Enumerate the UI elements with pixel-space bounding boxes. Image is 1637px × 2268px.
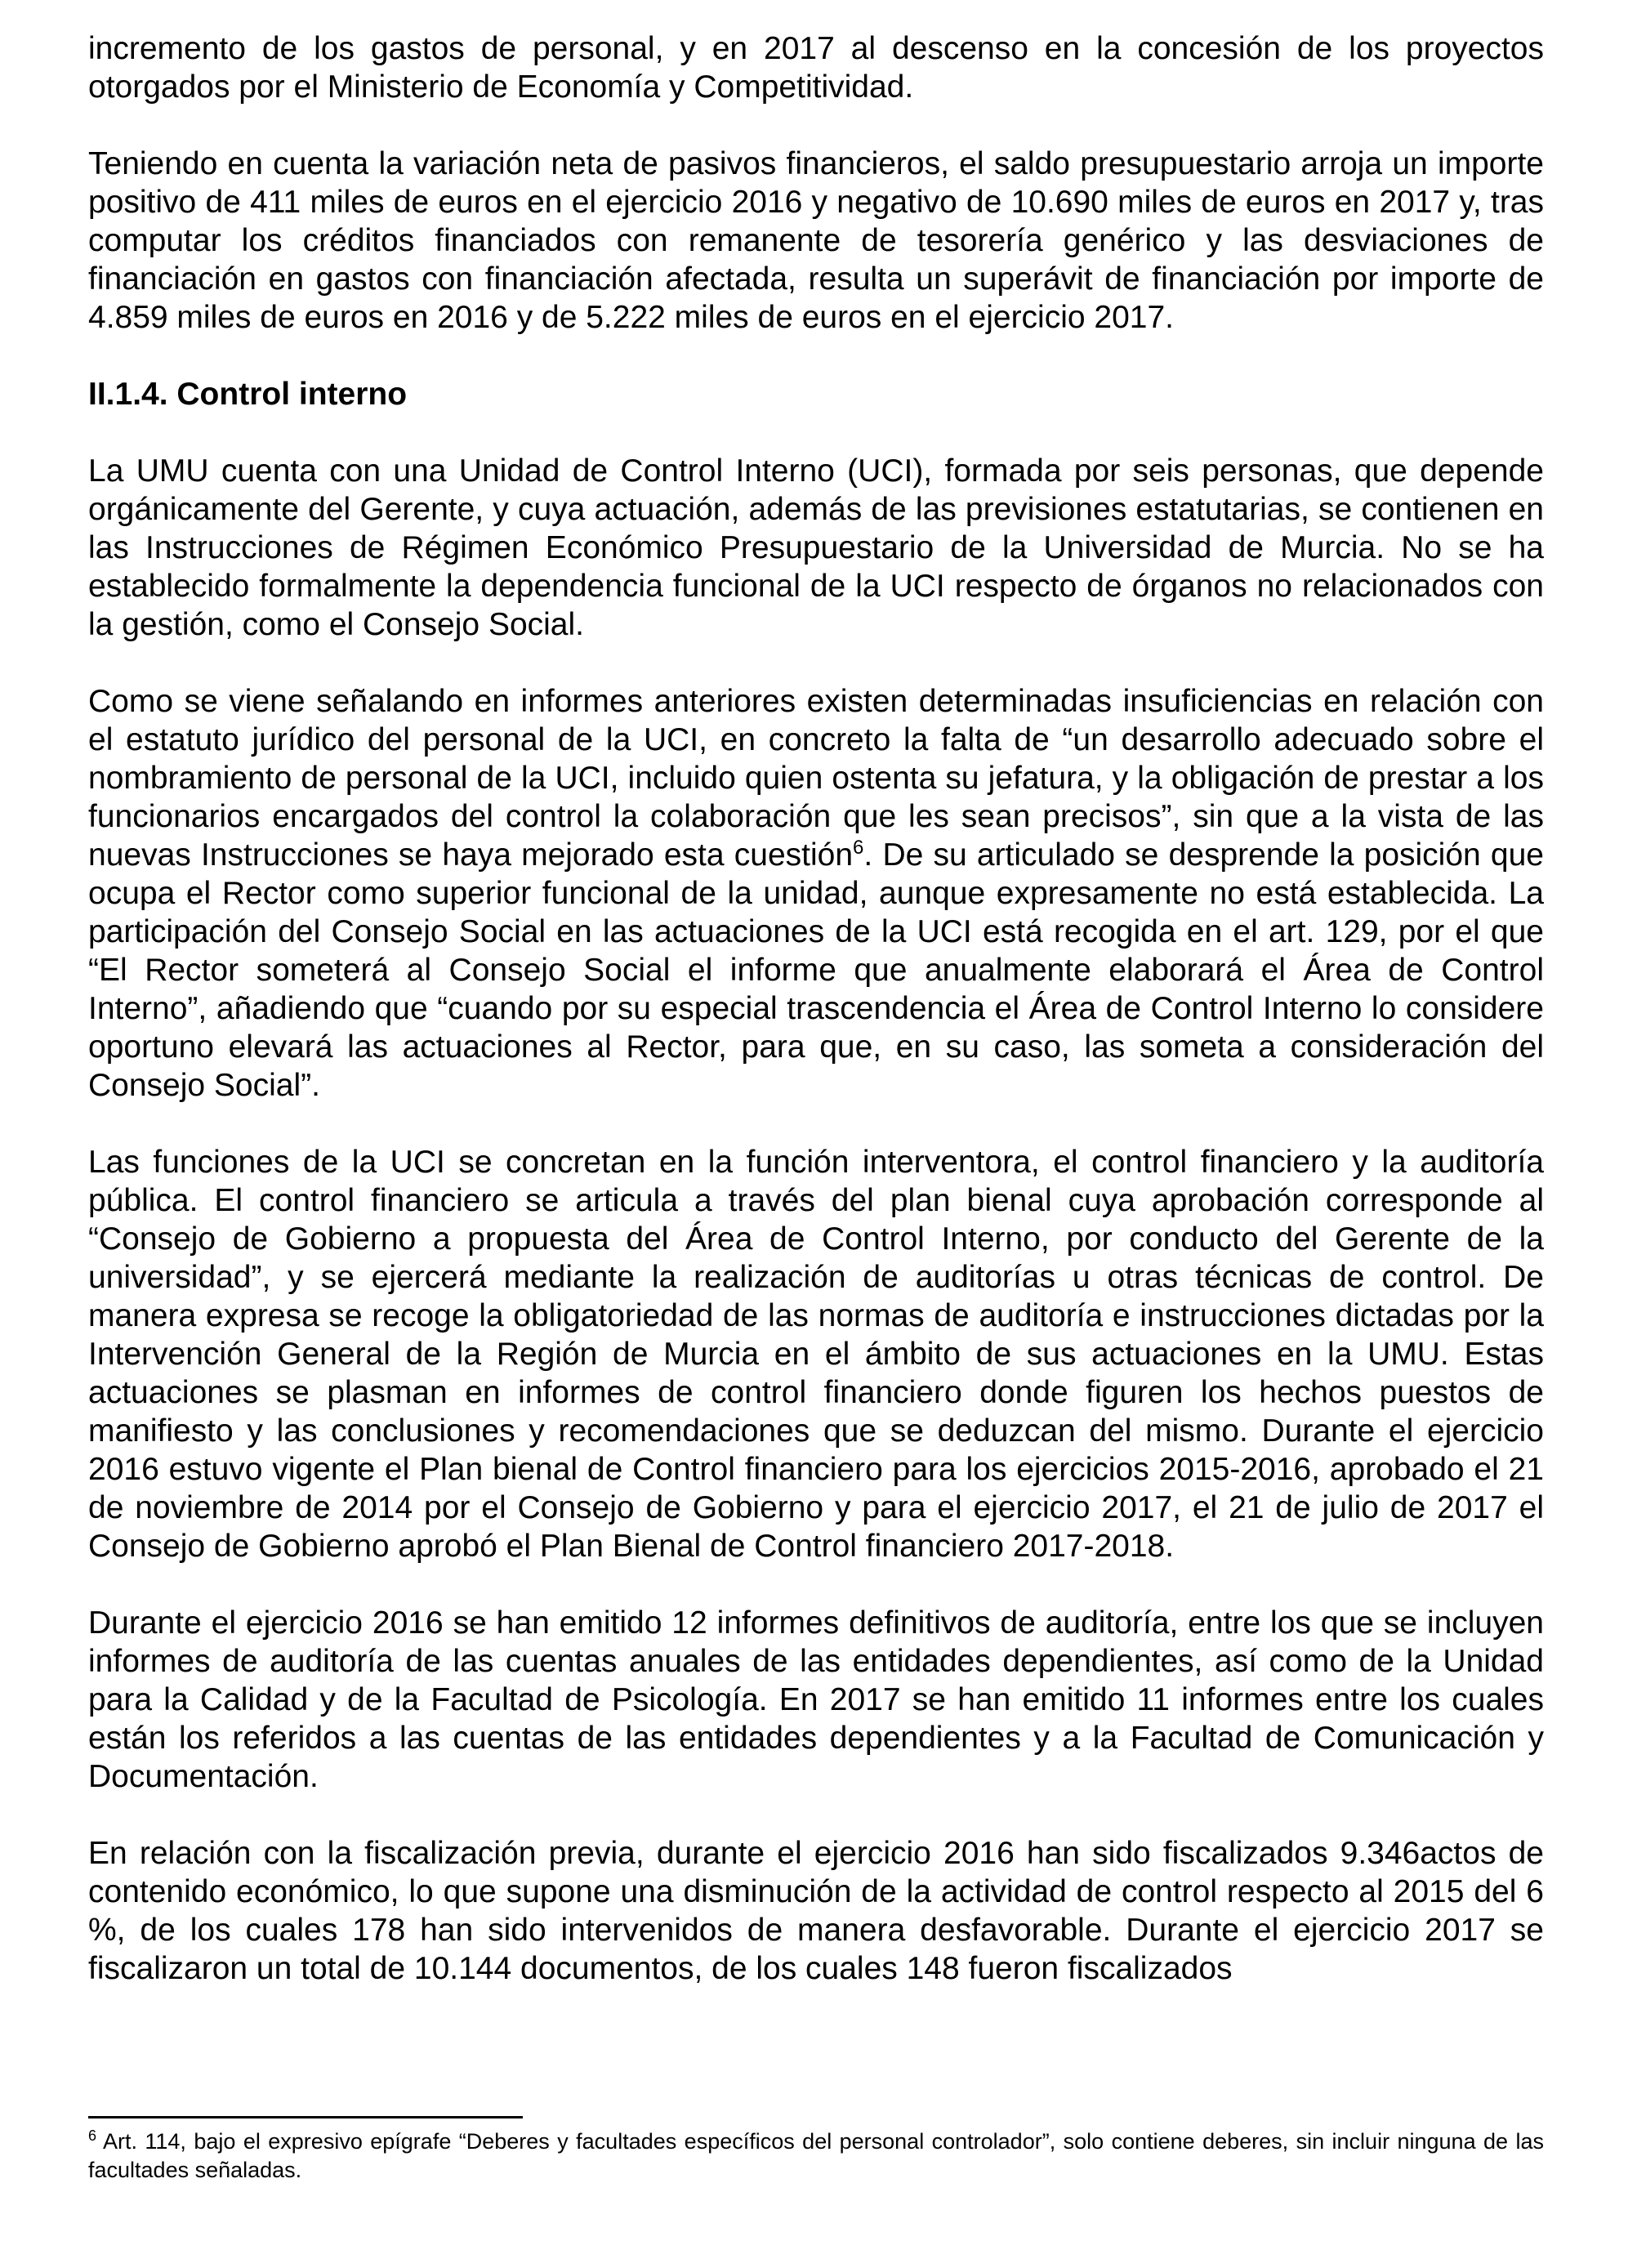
paragraph-funciones: Las funciones de la UCI se concretan en la función interventora, el control financiero y la auditoría pública. El control financiero se articula a través del plan bienal cuya aprobación corresponde al “Consejo de Gobierno a propuesta del Área de Control Interno, por conducto del Gerente de la universidad”, y se ejercerá mediante la realización de auditorías u otras técnicas de control. De manera expresa se recoge la obligatoriedad de las normas de auditoría e instrucciones dictadas por la Intervención General de la Región de Murcia en el ámbito de sus actuaciones en la UMU. Estas actuaciones se plasman en informes de control financiero donde figuren los hechos puestos de manifiesto y las conclusiones y recomendaciones que se deduzcan del mismo. Durante el ejercicio 2016 estuvo vigente el Plan bienal de Control financiero para los ejercicios 2015-2016, aprobado el 21 de noviembre de 2014 por el Consejo de Gobierno y para el ejercicio 2017, el 21 de julio de 2017 el Consejo de Gobierno aprobó el Plan Bienal de Control financiero 2017-2018.: [88, 1145, 1544, 1564]
paragraph-informes: Durante el ejercicio 2016 se han emitido 12 informes definitivos de auditoría, entre los que se incluyen informes de auditoría de las cuentas anuales de las entidades dependientes, así como de la Unidad para la Calidad y de la Facultad de Psicología. En 2017 se han emitido 11 informes entre los cuales están los referidos a las cuentas de las entidades dependientes y a la Facultad de Comunicación y Documentación.: [88, 1605, 1544, 1794]
paragraph-estatuto: [88, 682, 1544, 1105]
paragraph-saldo: Teniendo en cuenta la variación neta de pasivos financieros, el saldo presupuestario arroja un importe positivo de 411 miles de euros en el ejercicio 2016 y negativo de 10.690 miles de euros en 2017 y, tras computar los créditos financiados con remanente de tesorería genérico y las desviaciones de financiación en gastos con financiación afectada, resulta un superávit de financiación por importe de 4.859 miles de euros en 2016 y de 5.222 miles de euros en el ejercicio 2017.: [88, 146, 1544, 335]
section-heading: II.1.4. Control interno: [88, 377, 408, 412]
paragraph-intro: incremento de los gastos de personal, y en 2017 al descenso en la concesión de los proyectos otorgados por el Ministerio de Economía y Competitividad.: [88, 31, 1544, 105]
paragraph-fiscalizacion: En relación con la fiscalización previa, durante el ejercicio 2016 han sido fiscalizados 9.346actos de contenido económico, lo que supone una disminución de la actividad de control respecto al 2015 del 6 %, de los cuales 178 han sido intervenidos de manera desfavorable. Durante el ejercicio 2017 se fiscalizaron un total de 10.144 documentos, de los cuales 148 fueron fiscalizados: [88, 1836, 1544, 1986]
paragraph-estatuto-part1: Como se viene señalando en informes anteriores existen determinadas insuficiencias en relación con el estatuto jurídico del personal de la UCI, en concreto la falta de “un desarrollo adecuado sobre el nombramiento de personal de la UCI, incluido quien ostenta su jefatura, y la obligación de prestar a los funcionarios encargados del control la colaboración que les sean precisos”, sin que a la vista de las nuevas Instrucciones se haya mejorado esta cuestión: [88, 684, 1544, 873]
footnote-divider: [88, 2116, 523, 2118]
footnote-reference[interactable]: 6: [853, 837, 864, 859]
paragraph-uci: La UMU cuenta con una Unidad de Control Interno (UCI), formada por seis personas, que depende orgánicamente del Gerente, y cuya actuación, además de las previsiones estatutarias, se contienen en las Instrucciones de Régimen Económico Presupuestario de la Universidad de Murcia. No se ha establecido formalmente la dependencia funcional de la UCI respecto de órganos no relacionados con la gestión, como el Consejo Social.: [88, 453, 1544, 642]
paragraph-estatuto-part2: . De su articulado se desprende la posición que ocupa el Rector como superior funcional de la unidad, aunque expresamente no está establecida. La participación del Consejo Social en las actuaciones de la UCI está recogida en el art. 129, por el que “El Rector someterá al Consejo Social el informe que anualmente elaborará el Área de Control Interno”, añadiendo que “cuando por su especial trascendencia el Área de Control Interno lo considere oportuno elevará las actuaciones al Rector, para que, en su caso, las someta a consideración del Consejo Social”.: [88, 837, 1544, 1103]
footnote-number: 6: [88, 2127, 97, 2144]
footnote-text: Art. 114, bajo el expresivo epígrafe “Deberes y facultades específicos del personal controlador”, solo contiene deberes, sin incluir ninguna de las facultades señaladas.: [88, 2129, 1544, 2182]
footnote: [88, 2127, 1544, 2185]
document-body: [88, 29, 1544, 1988]
